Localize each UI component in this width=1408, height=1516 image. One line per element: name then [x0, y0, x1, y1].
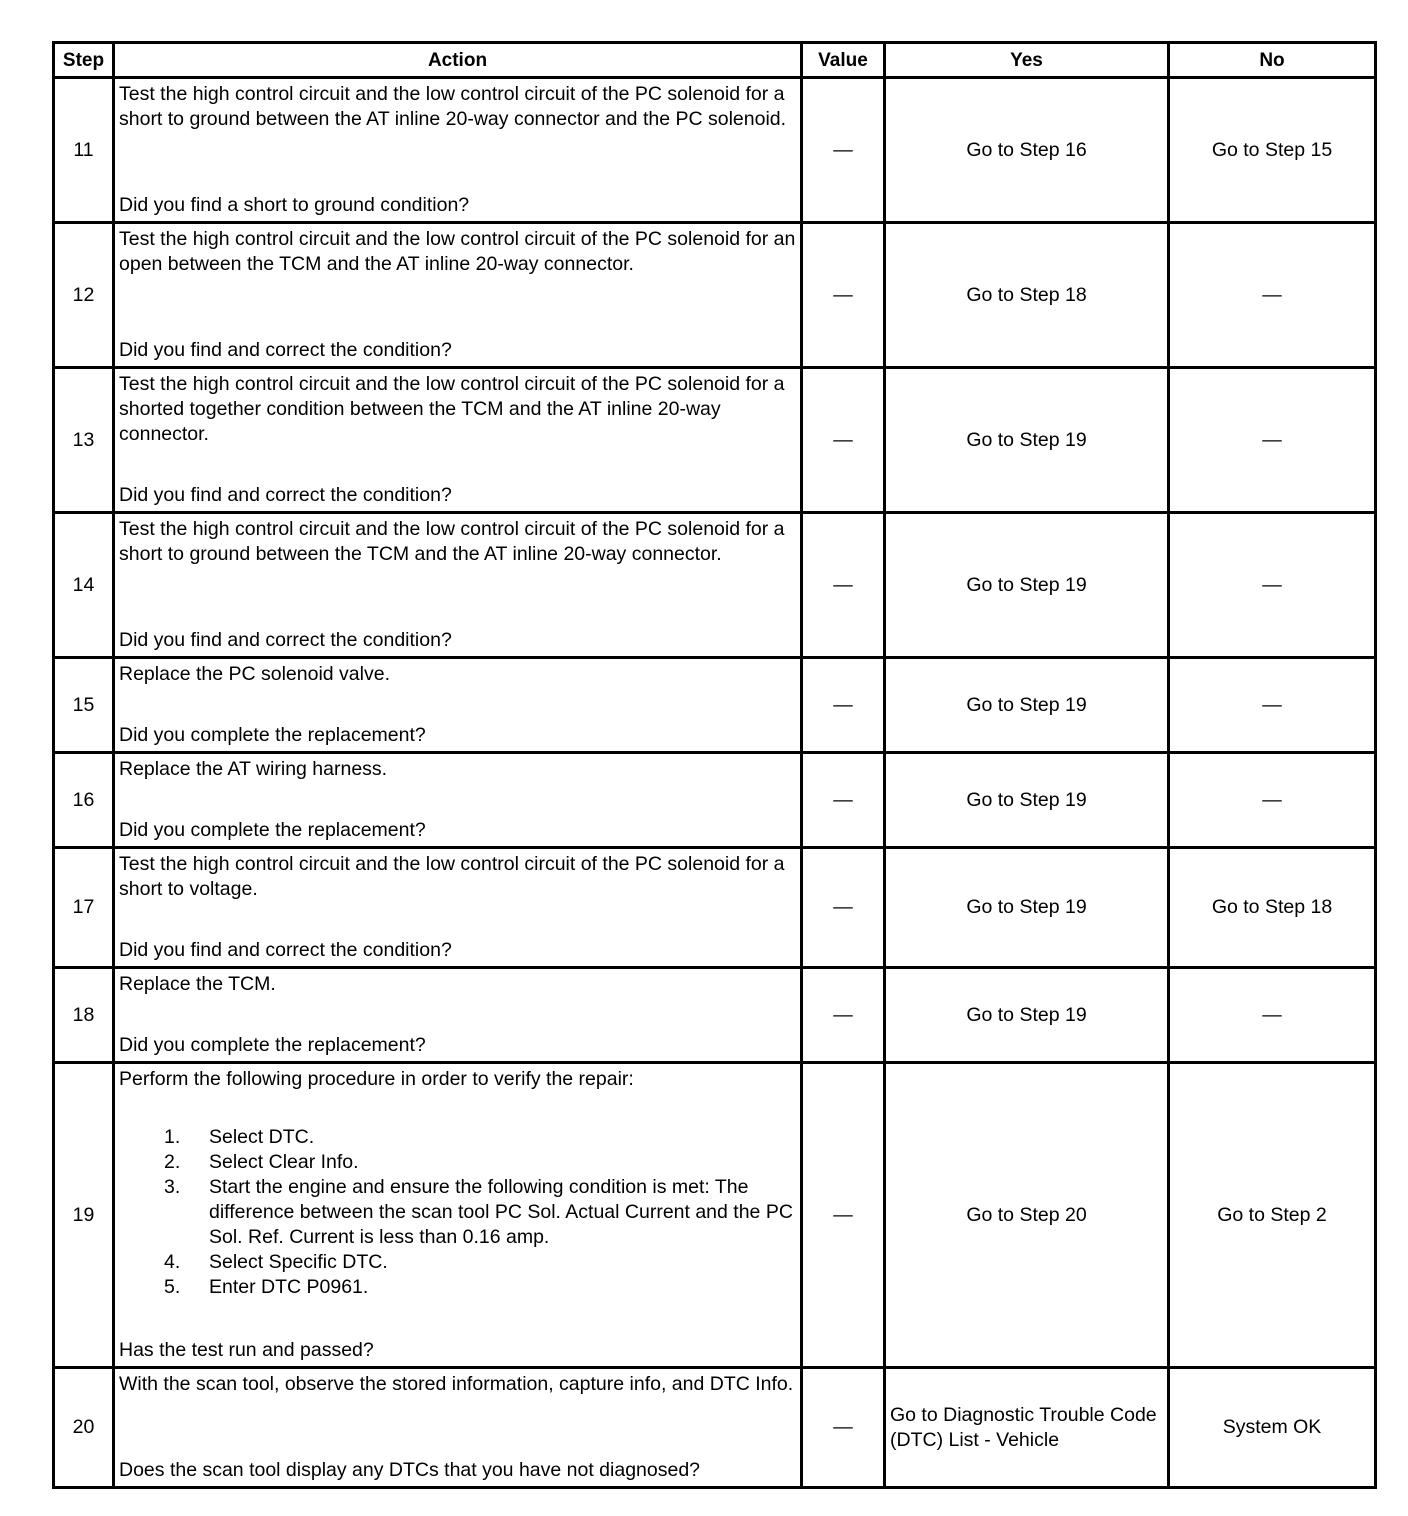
table-row: [54, 223, 1376, 368]
value-cell: —: [802, 223, 885, 368]
value-cell: —: [802, 1368, 885, 1488]
step-number: 12: [54, 223, 114, 368]
header-value: Value: [802, 43, 885, 78]
action-text: Test the high control circuit and the low control circuit of the PC solenoid for an open between the TCM and the AT inline 20-way connector.: [119, 228, 796, 275]
action-question: Did you find and correct the condition?: [119, 629, 452, 651]
yes-link[interactable]: Go to Diagnostic Trouble Code (DTC) List - Vehicle: [885, 1368, 1169, 1488]
procedure-item: 5. Enter DTC P0961.: [164, 1276, 369, 1298]
value-cell: —: [802, 1063, 885, 1368]
value-cell: —: [802, 848, 885, 968]
table-row: [54, 368, 1376, 513]
procedure-list: [119, 1125, 796, 1300]
no-cell: System OK: [1169, 1368, 1376, 1488]
header-action: Action: [114, 43, 802, 78]
action-text: Test the high control circuit and the low control circuit of the PC solenoid for a short to voltage.: [119, 853, 785, 900]
action-text: Test the high control circuit and the low control circuit of the PC solenoid for a short to ground between the TCM and the AT inline 20-way connector.: [119, 518, 785, 565]
action-text: With the scan tool, observe the stored information, capture info, and DTC Info.: [119, 1373, 794, 1395]
action-cell: [114, 1368, 802, 1488]
no-cell: —: [1169, 368, 1376, 513]
step-number: 13: [54, 368, 114, 513]
step-number: 14: [54, 513, 114, 658]
value-cell: —: [802, 78, 885, 223]
yes-link[interactable]: Go to Step 19: [885, 368, 1169, 513]
value-cell: —: [802, 968, 885, 1063]
action-text: Replace the TCM.: [119, 973, 276, 995]
step-number: 20: [54, 1368, 114, 1488]
table-row: [54, 753, 1376, 848]
value-cell: —: [802, 513, 885, 658]
action-text: Replace the PC solenoid valve.: [119, 663, 390, 685]
action-question: Did you complete the replacement?: [119, 1034, 426, 1056]
yes-link[interactable]: Go to Step 19: [885, 513, 1169, 658]
yes-link[interactable]: Go to Step 20: [885, 1063, 1169, 1368]
yes-link[interactable]: Go to Step 19: [885, 968, 1169, 1063]
yes-link[interactable]: Go to Step 16: [885, 78, 1169, 223]
table-row: [54, 513, 1376, 658]
action-cell: [114, 368, 802, 513]
action-question: Did you complete the replacement?: [119, 819, 426, 841]
table-header-row: [54, 43, 1376, 78]
yes-link[interactable]: Go to Step 19: [885, 658, 1169, 753]
step-number: 11: [54, 78, 114, 223]
action-question: Did you find and correct the condition?: [119, 939, 452, 961]
step-number: 17: [54, 848, 114, 968]
table-row: [54, 78, 1376, 223]
step-number: 18: [54, 968, 114, 1063]
header-step: Step: [54, 43, 114, 78]
step-number: 19: [54, 1063, 114, 1368]
action-cell: [114, 513, 802, 658]
action-text: Test the high control circuit and the low control circuit of the PC solenoid for a shorted together condition between the TCM and the AT inline 20-way connector.: [119, 373, 785, 445]
value-cell: —: [802, 753, 885, 848]
no-link[interactable]: Go to Step 15: [1169, 78, 1376, 223]
procedure-item: 2. Select Clear Info.: [164, 1151, 359, 1173]
no-cell: —: [1169, 968, 1376, 1063]
no-link[interactable]: Go to Step 18: [1169, 848, 1376, 968]
action-question: Did you complete the replacement?: [119, 724, 426, 746]
table-row: [54, 1368, 1376, 1488]
no-link[interactable]: Go to Step 2: [1169, 1063, 1376, 1368]
table-row: [54, 658, 1376, 753]
action-cell: [114, 78, 802, 223]
diagnostic-steps-table: [52, 41, 1377, 1489]
action-question: Does the scan tool display any DTCs that you have not diagnosed?: [119, 1459, 701, 1481]
table-row: [54, 968, 1376, 1063]
action-text: Replace the AT wiring harness.: [119, 758, 388, 780]
table-row: [54, 1063, 1376, 1368]
step-number: 15: [54, 658, 114, 753]
action-text: Test the high control circuit and the low control circuit of the PC solenoid for a short to ground between the AT inline 20-way connector and the PC solenoid.: [119, 83, 787, 130]
no-cell: —: [1169, 658, 1376, 753]
header-yes: Yes: [885, 43, 1169, 78]
action-cell: [114, 1063, 802, 1368]
action-question: Did you find and correct the condition?: [119, 484, 452, 506]
procedure-item: 4. Select Specific DTC.: [164, 1251, 388, 1273]
procedure-item: 3. Start the engine and ensure the following condition is met: The difference between the scan tool PC Sol. Actual Current and the PC Sol. Ref. Current is less than 0.16 amp.: [164, 1176, 793, 1248]
yes-link[interactable]: Go to Step 18: [885, 223, 1169, 368]
value-cell: —: [802, 658, 885, 753]
action-cell: [114, 658, 802, 753]
action-question: Did you find a short to ground condition?: [119, 194, 470, 216]
yes-link[interactable]: Go to Step 19: [885, 848, 1169, 968]
step-number: 16: [54, 753, 114, 848]
action-question: Did you find and correct the condition?: [119, 339, 452, 361]
action-question: Has the test run and passed?: [119, 1339, 374, 1361]
action-cell: [114, 848, 802, 968]
action-cell: [114, 223, 802, 368]
procedure-item: 1. Select DTC.: [164, 1126, 315, 1148]
no-cell: —: [1169, 513, 1376, 658]
action-cell: [114, 753, 802, 848]
yes-link[interactable]: Go to Step 19: [885, 753, 1169, 848]
no-cell: —: [1169, 223, 1376, 368]
no-cell: —: [1169, 753, 1376, 848]
table-row: [54, 848, 1376, 968]
action-cell: [114, 968, 802, 1063]
value-cell: —: [802, 368, 885, 513]
action-text: Perform the following procedure in order to verify the repair:: [119, 1068, 634, 1090]
header-no: No: [1169, 43, 1376, 78]
